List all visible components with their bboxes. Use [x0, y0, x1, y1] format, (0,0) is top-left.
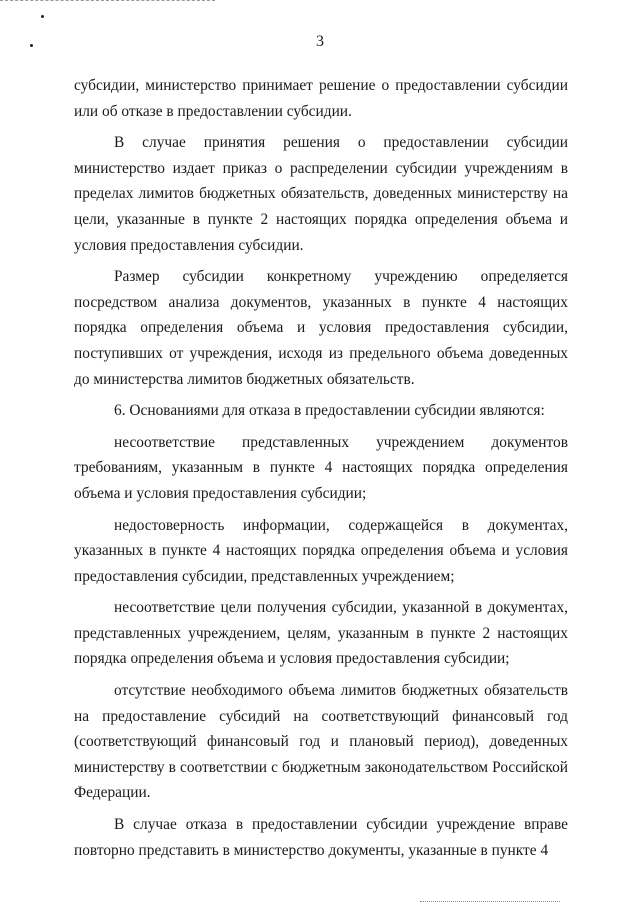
paragraph: субсидии, министерство принимает решение о предоставлении субсидии или об отказе в предоставлении субсидии.: [74, 77, 568, 120]
scan-edge-line: [0, 0, 215, 1]
paragraph: отсутствие необходимого объема лимитов бюджетных обязательств на предоставление субсидий на соответствующий финансовый год (соответствующий финансовый год и плановый период), доведенных министерству в соответствии с бюджетным законодательством Российской Федерации.: [74, 682, 568, 802]
scan-speck: [41, 15, 44, 18]
paragraph: В случае принятия решения о предоставлении субсидии министерство издает приказ о распределении субсидии учреждениям в пределах лимитов бюджетных обязательств, доведенных министерству на цели, указанные в пункте 2 настоящих порядка определения объема и условия предоставления субсидии.: [74, 134, 568, 254]
paragraph: недостоверность информации, содержащейся в документах, указанных в пункте 4 настоящих порядка определения объема и условия предоставления субсидии, представленных учреждением;: [74, 516, 568, 585]
scan-edge-line: [420, 901, 560, 902]
paragraph: В случае отказа в предоставлении субсидии учреждение вправе повторно представить в министерство документы, указанные в пункте 4: [74, 816, 568, 859]
document-body: [74, 73, 568, 869]
paragraph: несоответствие цели получения субсидии, указанной в документах, представленных учреждением, целям, указанным в пункте 2 настоящих порядка определения объема и условия предоставления субсидии;: [74, 599, 568, 668]
page-number: 3: [316, 33, 324, 50]
paragraph: несоответствие представленных учреждением документов требованиям, указанным в пункте 4 настоящих порядка определения объема и условия предоставления субсидии;: [74, 433, 568, 502]
paragraph: Размер субсидии конкретному учреждению определяется посредством анализа документов, указанных в пункте 4 настоящих порядка определения объема и условия предоставления субсидии, поступивших от учреждения, исходя из предельного объема доведенных до министерства лимитов бюджетных обязательств.: [74, 268, 568, 388]
paragraph: 6. Основаниями для отказа в предоставлении субсидии являются:: [114, 402, 545, 420]
